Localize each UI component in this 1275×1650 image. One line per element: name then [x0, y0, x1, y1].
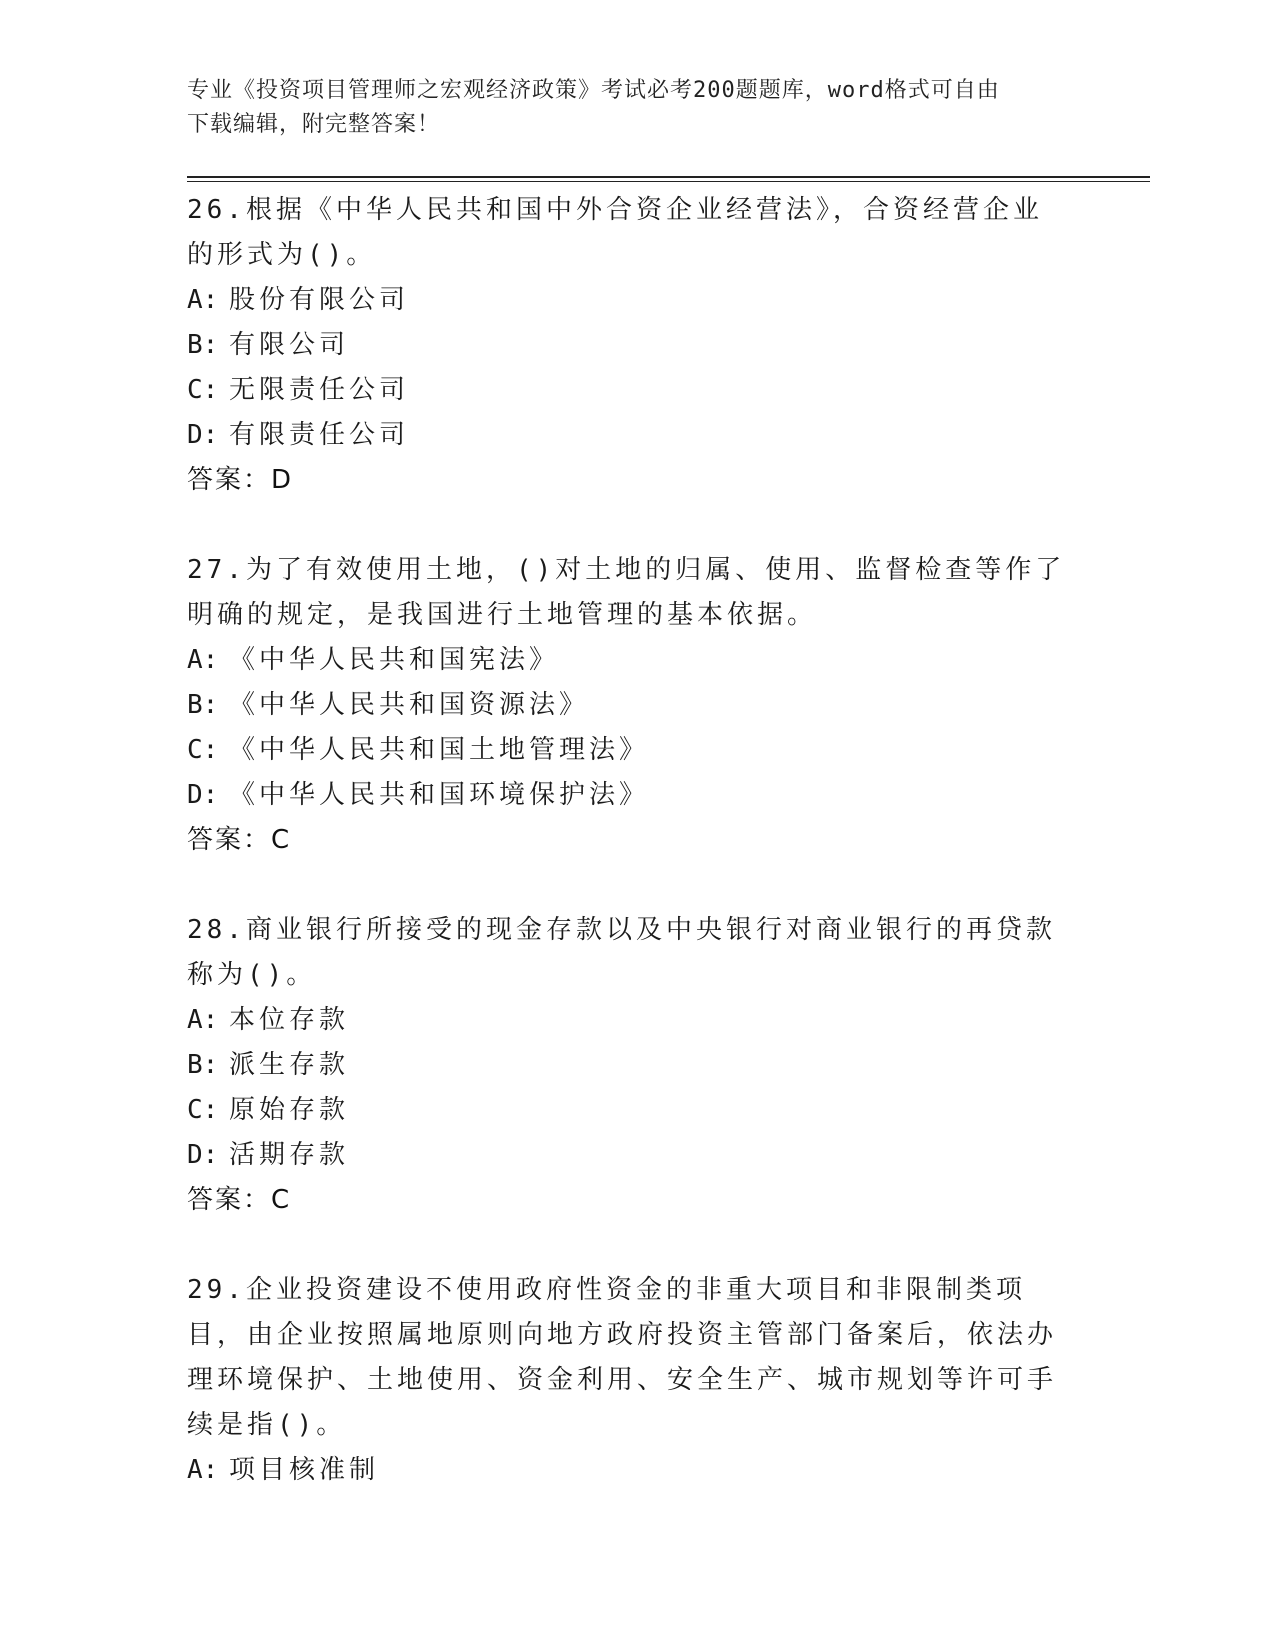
answer-line: 答案：C	[187, 825, 292, 855]
option-text: 无限责任公司	[229, 375, 410, 405]
option-a	[187, 998, 1067, 1043]
option-text: 《中华人民共和国环境保护法》	[229, 780, 650, 810]
option-a	[187, 1448, 1067, 1493]
option-text: 《中华人民共和国土地管理法》	[229, 735, 650, 765]
option-letter: B:	[187, 690, 219, 720]
header-line-2: 下载编辑，附完整答案！	[187, 112, 441, 137]
document-header	[187, 74, 1067, 142]
header-divider-thin	[187, 181, 1150, 182]
option-letter: A:	[187, 1455, 219, 1485]
question-text: 29.企业投资建设不使用政府性资金的非重大项目和非限制类项目，由企业按照属地原则向地方政府投资主管部门备案后，依法办理环境保护、土地使用、资金利用、安全生产、城市规划等许可手续是指()。	[187, 1275, 1058, 1440]
answer-line: 答案：C	[187, 1185, 292, 1215]
option-text: 《中华人民共和国资源法》	[229, 690, 590, 720]
header-divider-thick	[187, 176, 1150, 178]
option-letter: D:	[187, 420, 219, 450]
question-text: 28.商业银行所接受的现金存款以及中央银行对商业银行的再贷款称为()。	[187, 915, 1056, 990]
option-b	[187, 1043, 1067, 1088]
option-letter: B:	[187, 1050, 219, 1080]
header-line-1: 专业《投资项目管理师之宏观经济政策》考试必考200题题库，word格式可自由	[187, 78, 1000, 103]
option-letter: C:	[187, 735, 219, 765]
option-text: 有限公司	[229, 330, 350, 360]
option-letter: D:	[187, 780, 219, 810]
answer-line: 答案：D	[187, 465, 294, 495]
option-d	[187, 413, 1067, 458]
option-text: 股份有限公司	[229, 285, 410, 315]
question-27	[187, 548, 1067, 863]
question-28	[187, 908, 1067, 1223]
option-a	[187, 278, 1067, 323]
option-a	[187, 638, 1067, 683]
option-letter: A:	[187, 285, 219, 315]
option-text: 本位存款	[229, 1005, 350, 1035]
option-text: 《中华人民共和国宪法》	[229, 645, 560, 675]
option-letter: C:	[187, 1095, 219, 1125]
question-text: 26.根据《中华人民共和国中外合资企业经营法》，合资经营企业的形式为()。	[187, 195, 1043, 270]
option-letter: A:	[187, 645, 219, 675]
option-c	[187, 728, 1067, 773]
option-text: 派生存款	[229, 1050, 350, 1080]
option-text: 有限责任公司	[229, 420, 410, 450]
question-text: 27.为了有效使用土地，()对土地的归属、使用、监督检查等作了明确的规定，是我国进行土地管理的基本依据。	[187, 555, 1066, 630]
question-list	[187, 188, 1067, 1538]
option-d	[187, 1133, 1067, 1178]
option-letter: D:	[187, 1140, 219, 1170]
question-29	[187, 1268, 1067, 1493]
option-b	[187, 323, 1067, 368]
option-letter: C:	[187, 375, 219, 405]
option-c	[187, 1088, 1067, 1133]
option-b	[187, 683, 1067, 728]
option-text: 活期存款	[229, 1140, 350, 1170]
option-letter: B:	[187, 330, 219, 360]
option-text: 原始存款	[229, 1095, 350, 1125]
option-d	[187, 773, 1067, 818]
option-letter: A:	[187, 1005, 219, 1035]
question-26	[187, 188, 1067, 503]
option-c	[187, 368, 1067, 413]
option-text: 项目核准制	[229, 1455, 380, 1485]
